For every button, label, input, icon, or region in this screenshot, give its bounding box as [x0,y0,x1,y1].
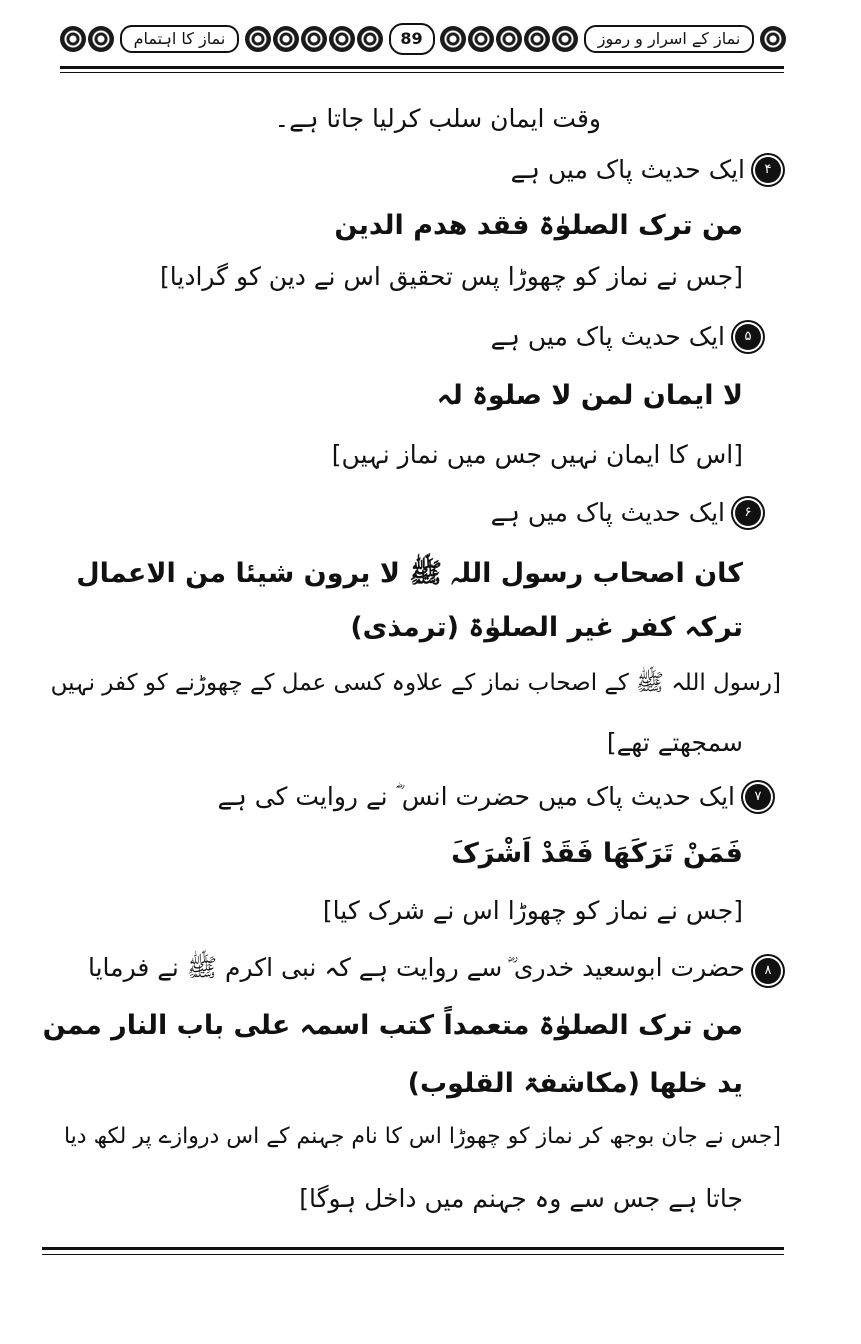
flower-ornament-icon [301,26,327,52]
flower-ornament-icon [468,26,494,52]
flower-ornament-icon [273,26,299,52]
translation-line: سمجھتے تھے] [606,728,743,757]
header-rule-thin [60,72,784,73]
translation-line: [جس نے جان بوجھ کر نماز کو چھوڑا اس کا نام جہنم کے اس دروازے پر لکھ دیا [63,1124,781,1149]
flower-ornament-icon [357,26,383,52]
hadith-heading [491,322,761,351]
heading-text: حضرت ابوسعید خدری ؓ سے روایت ہے کہ نبی اکرم ﷺ نے فرمایا [87,953,745,982]
page-number: 89 [389,23,435,55]
arabic-hadith: ترکہ کفر غیر الصلوٰۃ (ترمذی) [350,612,743,643]
arabic-hadith: فَمَنْ تَرَکَھَا فَقَدْ اَشْرَکَ [451,838,743,869]
flower-ornament-icon [60,26,86,52]
translation-line: [اس کا ایمان نہیں جس میں نماز نہیں] [331,440,743,469]
arabic-hadith: کان اصحاب رسول اللہ ﷺ لا یرون شیئا من الاعمال [76,558,743,589]
hadith-heading [88,952,781,989]
item-number-badge: ۶ [735,500,761,526]
translation-line: [جس نے نماز کو چھوڑا پس تحقیق اس نے دین کو گرادیا] [159,262,743,291]
chapter-title: نماز کا اہتمام [120,25,240,53]
heading-text: ایک حدیث پاک میں ہے [490,322,725,351]
header-ornaments-mid-right [440,26,578,52]
arabic-hadith: ید خلھا (مکاشفۃ القلوب) [407,1068,743,1099]
flower-ornament-icon [88,26,114,52]
item-number-badge: ۴ [755,157,781,183]
arabic-hadith: من ترک الصلوٰۃ فقد ھدم الدین [334,210,743,241]
flower-ornament-icon [524,26,550,52]
flower-ornament-icon [329,26,355,52]
header-rule [60,66,784,69]
arabic-hadith: من ترک الصلوٰۃ متعمداً کتب اسمہ علی باب النار ممن [42,1010,743,1041]
header-ornaments-mid-left [245,26,383,52]
flower-ornament-icon [552,26,578,52]
heading-text: ایک حدیث پاک میں ہے [490,498,725,527]
heading-text: ایک حدیث پاک میں ہے [510,155,745,184]
item-number-badge: ۷ [745,784,771,810]
hadith-heading [491,498,761,527]
page-header [60,18,786,60]
translation-line: جاتا ہے جس سے وہ جہنم میں داخل ہوگا] [299,1184,743,1213]
flower-ornament-icon [245,26,271,52]
flower-ornament-icon [496,26,522,52]
footer-rule-thin [42,1254,784,1255]
hadith-heading [217,782,771,812]
item-number-badge: ۵ [735,324,761,350]
heading-text: ایک حدیث پاک میں حضرت انس ؓ نے روایت کی ہے [217,782,735,811]
text-line: وقت ایمان سلب کرلیا جاتا ہے۔ [274,104,601,133]
footer-rule [42,1247,784,1250]
flower-ornament-icon [440,26,466,52]
flower-ornament-icon [760,26,786,52]
arabic-hadith: لا ایمان لمن لا صلوۃ لہ [436,380,743,411]
translation-line: [جس نے نماز کو چھوڑا اس نے شرک کیا] [322,896,743,925]
item-number-badge: ۸ [755,958,781,984]
header-ornaments-right [760,26,786,52]
header-ornaments-left [60,26,114,52]
hadith-heading [511,155,781,184]
translation-line: [رسول اللہ ﷺ کے اصحاب نماز کے علاوہ کسی عمل کے چھوڑنے کو کفر نہیں [50,670,781,696]
book-title: نماز کے اسرار و رموز [584,25,755,53]
